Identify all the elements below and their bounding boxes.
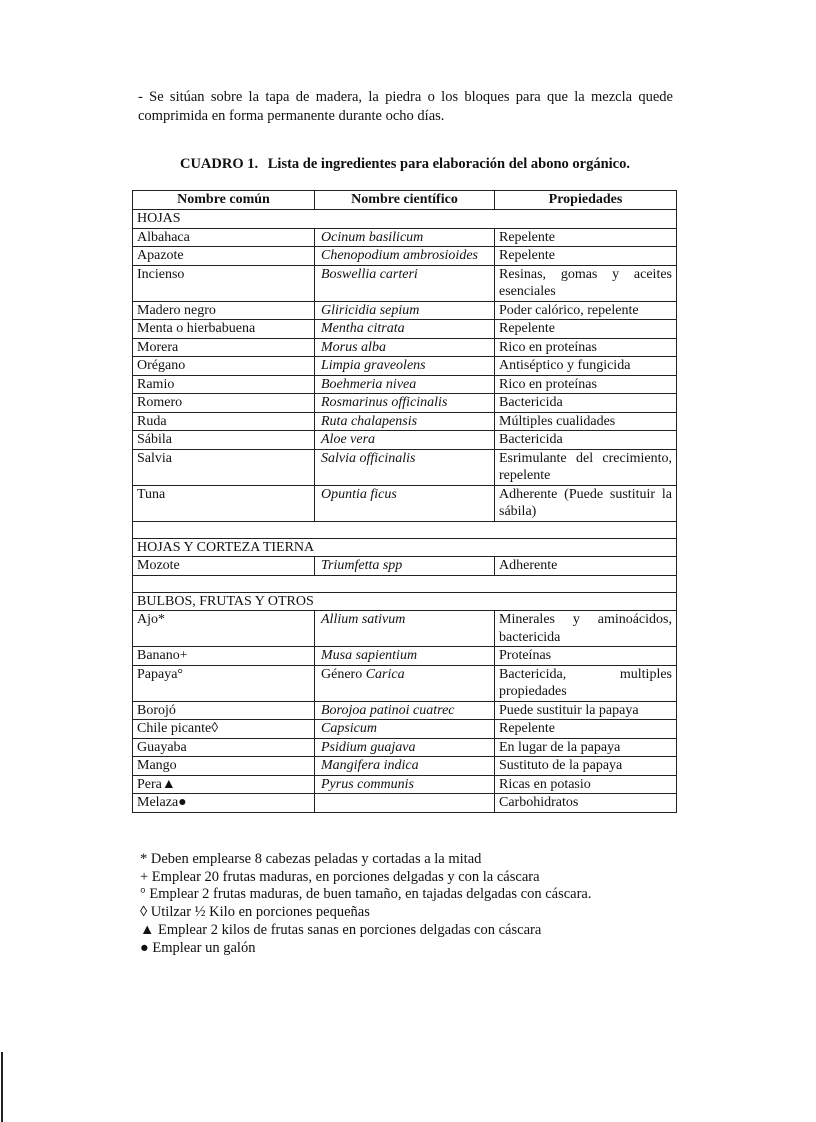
scientific-name-cell (315, 794, 495, 813)
common-name-cell: Guayaba (133, 738, 315, 757)
spacer-cell (133, 575, 677, 592)
table-row (133, 665, 677, 701)
table-row (133, 485, 677, 521)
properties-cell: Rico en proteínas (495, 375, 677, 394)
common-name-cell: Albahaca (133, 228, 315, 247)
scientific-name-cell: Triumfetta spp (315, 557, 495, 576)
header-common-name: Nombre común (133, 191, 315, 210)
scientific-name-cell: Borojoa patinoi cuatrec (315, 701, 495, 720)
intro-paragraph: - Se sitúan sobre la tapa de madera, la piedra o los bloques para que la mezcla quede comprimida en forma permanente durante ocho días. (138, 89, 673, 124)
table-row (133, 738, 677, 757)
properties-cell: Esrimulante del crecimiento, repelente (495, 449, 677, 485)
properties-cell: Repelente (495, 228, 677, 247)
table-row (133, 265, 677, 301)
header-scientific-name: Nombre científico (315, 191, 495, 210)
scientific-name-cell: Ocinum basilicum (315, 228, 495, 247)
section-title: BULBOS, FRUTAS Y OTROS (133, 592, 677, 611)
common-name-cell: Ruda (133, 412, 315, 431)
common-name-cell: Papaya° (133, 665, 315, 701)
footnote-chile: ◊ Utilzar ½ Kilo en porciones pequeñas (140, 904, 370, 921)
scientific-name-cell: Mentha citrata (315, 320, 495, 339)
properties-cell: Poder calórico, repelente (495, 301, 677, 320)
section-title: HOJAS (133, 210, 677, 229)
properties-cell: Adherente (495, 557, 677, 576)
scientific-name-cell: Morus alba (315, 338, 495, 357)
properties-cell: Resinas, gomas y aceites esenciales (495, 265, 677, 301)
properties-cell: Bactericida (495, 431, 677, 450)
table-row (133, 247, 677, 266)
ingredients-table (132, 190, 677, 813)
spacer-row (133, 521, 677, 538)
scientific-name-cell: Boehmeria nivea (315, 375, 495, 394)
table-caption (120, 156, 690, 173)
common-name-cell: Mango (133, 757, 315, 776)
table-row (133, 720, 677, 739)
table-row (133, 338, 677, 357)
table-row (133, 757, 677, 776)
section-row-corteza (133, 538, 677, 557)
spacer-row (133, 575, 677, 592)
scientific-name-cell: Rosmarinus officinalis (315, 394, 495, 413)
section-row-bulbos (133, 592, 677, 611)
common-name-cell: Ramio (133, 375, 315, 394)
footnote-melaza: ● Emplear un galón (140, 939, 256, 956)
caption-title: Lista de ingredientes para elaboración del abono orgánico. (267, 156, 630, 172)
common-name-cell: Orégano (133, 357, 315, 376)
properties-cell: Proteínas (495, 647, 677, 666)
properties-cell: En lugar de la papaya (495, 738, 677, 757)
footnote-ajo: * Deben emplearse 8 cabezas peladas y cortadas a la mitad (140, 851, 482, 867)
scientific-name-cell: Pyrus communis (315, 775, 495, 794)
scientific-name-prefix: Género (321, 666, 363, 682)
scientific-name-cell: Chenopodium ambrosioides (315, 247, 495, 266)
footnote-papaya: ° Emplear 2 frutas maduras, de buen tamaño, en tajadas delgadas con cáscara. (140, 886, 592, 903)
table-row (133, 794, 677, 813)
scientific-name-cell: Gliricidia sepium (315, 301, 495, 320)
properties-cell: Bactericida, multiples propiedades (495, 665, 677, 701)
properties-cell: Repelente (495, 720, 677, 739)
common-name-cell: Apazote (133, 247, 315, 266)
caption-label: CUADRO 1. (179, 156, 259, 172)
table-header-row (133, 191, 677, 210)
table-row (133, 301, 677, 320)
properties-cell: Puede sustituir la papaya (495, 701, 677, 720)
common-name-cell: Chile picante◊ (133, 720, 315, 739)
properties-cell: Carbohidratos (495, 794, 677, 813)
common-name-cell: Melaza● (133, 794, 315, 813)
scientific-name-cell: Boswellia carteri (315, 265, 495, 301)
common-name-cell: Ajo* (133, 611, 315, 647)
common-name-cell: Madero negro (133, 301, 315, 320)
scientific-name-cell: Musa sapientium (315, 647, 495, 666)
properties-cell: Rico en proteínas (495, 338, 677, 357)
properties-cell: Antiséptico y fungicida (495, 357, 677, 376)
common-name-cell: Morera (133, 338, 315, 357)
section-title: HOJAS Y CORTEZA TIERNA (133, 538, 677, 557)
scientific-name-cell: Allium sativum (315, 611, 495, 647)
scientific-name-cell: Aloe vera (315, 431, 495, 450)
footnote-pera: ▲ Emplear 2 kilos de frutas sanas en porciones delgadas con cáscara (140, 921, 542, 938)
common-name-cell: Pera▲ (133, 775, 315, 794)
spacer-cell (133, 521, 677, 538)
scientific-name-cell: Psidium guajava (315, 738, 495, 757)
properties-cell: Sustituto de la papaya (495, 757, 677, 776)
common-name-cell: Banano+ (133, 647, 315, 666)
scientific-name-cell: Opuntia ficus (315, 485, 495, 521)
footnote-banano: + Emplear 20 frutas maduras, en porciones delgadas y con la cáscara (140, 868, 540, 885)
properties-cell: Repelente (495, 320, 677, 339)
table-row (133, 431, 677, 450)
common-name-cell: Tuna (133, 485, 315, 521)
table-row (133, 557, 677, 576)
common-name-cell: Incienso (133, 265, 315, 301)
common-name-cell: Menta o hierbabuena (133, 320, 315, 339)
common-name-cell: Romero (133, 394, 315, 413)
properties-cell: Repelente (495, 247, 677, 266)
table-row (133, 375, 677, 394)
scientific-name-cell: Mangifera indica (315, 757, 495, 776)
footnotes (140, 851, 680, 957)
scientific-name-cell: Salvia officinalis (315, 449, 495, 485)
scientific-name-cell: Capsicum (315, 720, 495, 739)
scientific-name-cell: Ruta chalapensis (315, 412, 495, 431)
section-row-hojas (133, 210, 677, 229)
table-row (133, 449, 677, 485)
properties-cell: Múltiples cualidades (495, 412, 677, 431)
properties-cell: Ricas en potasio (495, 775, 677, 794)
table-row (133, 320, 677, 339)
common-name-cell: Mozote (133, 557, 315, 576)
table-row (133, 228, 677, 247)
table-row (133, 357, 677, 376)
properties-cell: Adherente (Puede sustituir la sábila) (495, 485, 677, 521)
table-row (133, 647, 677, 666)
common-name-cell: Salvia (133, 449, 315, 485)
common-name-cell: Sábila (133, 431, 315, 450)
scientific-name-cell: Limpia graveolens (315, 357, 495, 376)
properties-cell: Bactericida (495, 394, 677, 413)
scientific-name-cell (315, 665, 495, 701)
common-name-cell: Borojó (133, 701, 315, 720)
table-row (133, 611, 677, 647)
table-row (133, 701, 677, 720)
scientific-name-genus: Carica (365, 666, 405, 682)
table-row (133, 775, 677, 794)
table-row (133, 412, 677, 431)
properties-cell: Minerales y aminoácidos, bactericida (495, 611, 677, 647)
table-row (133, 394, 677, 413)
header-properties: Propiedades (495, 191, 677, 210)
scan-margin-line (1, 1052, 3, 1122)
